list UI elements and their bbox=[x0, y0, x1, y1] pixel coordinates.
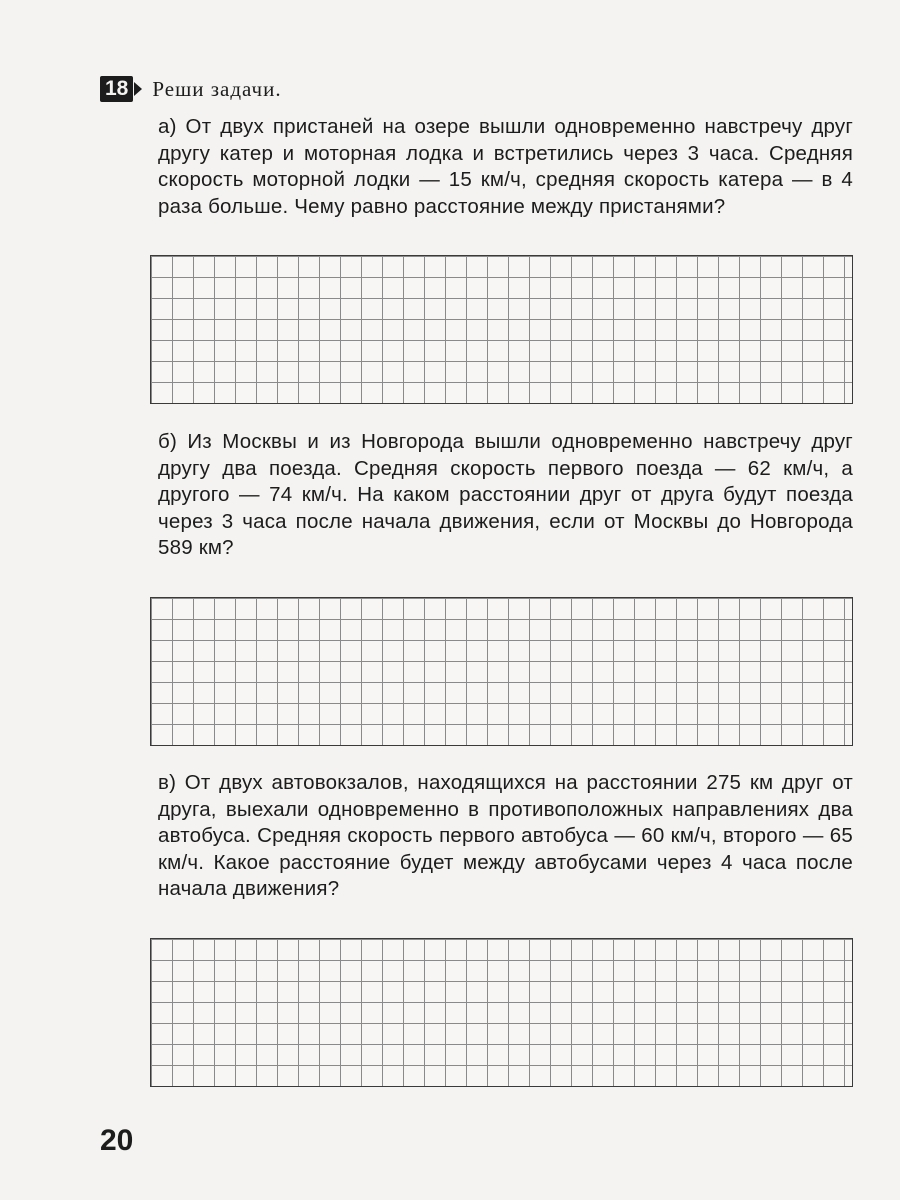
badge-arrow-icon bbox=[134, 82, 142, 96]
answer-grid-c[interactable] bbox=[150, 938, 853, 1087]
task-b-text: б) Из Москвы и из Новгорода вышли одновременно навстречу друг другу два поезда. Средняя скорость первого поезда — 62 км/ч, а другого — 74 км/ч. На каком расстоянии друг от друга будут поезда через 3 часа после начала движения, если от Москвы до Новгорода 589 км? bbox=[158, 430, 853, 559]
exercise-header bbox=[100, 76, 282, 102]
task-c-text: в) От двух автовокзалов, находящихся на расстоянии 275 км друг от друга, выехали одновременно в противоположных направлениях два автобуса. Средняя скорость первого автобуса — 60 км/ч, второго — 65 км/ч. Какое расстояние будет между автобусами через 4 часа после начала движения? bbox=[158, 771, 853, 900]
exercise-number: 18 bbox=[105, 77, 129, 100]
task-a bbox=[158, 114, 853, 220]
answer-grid-a[interactable] bbox=[150, 255, 853, 404]
task-b bbox=[158, 429, 853, 562]
exercise-title: Реши задачи. bbox=[152, 76, 282, 101]
page-number: 20 bbox=[100, 1124, 134, 1157]
task-a-text: а) От двух пристаней на озере вышли одновременно навстречу друг другу катер и моторная лодка и встретились через 3 часа. Средняя скорость моторной лодки — 15 км/ч, средняя скорость катера — в 4 раза больше. Чему равно расстояние между пристанями? bbox=[158, 115, 853, 218]
task-c bbox=[158, 770, 853, 903]
exercise-number-badge bbox=[100, 76, 133, 102]
answer-grid-b[interactable] bbox=[150, 597, 853, 746]
